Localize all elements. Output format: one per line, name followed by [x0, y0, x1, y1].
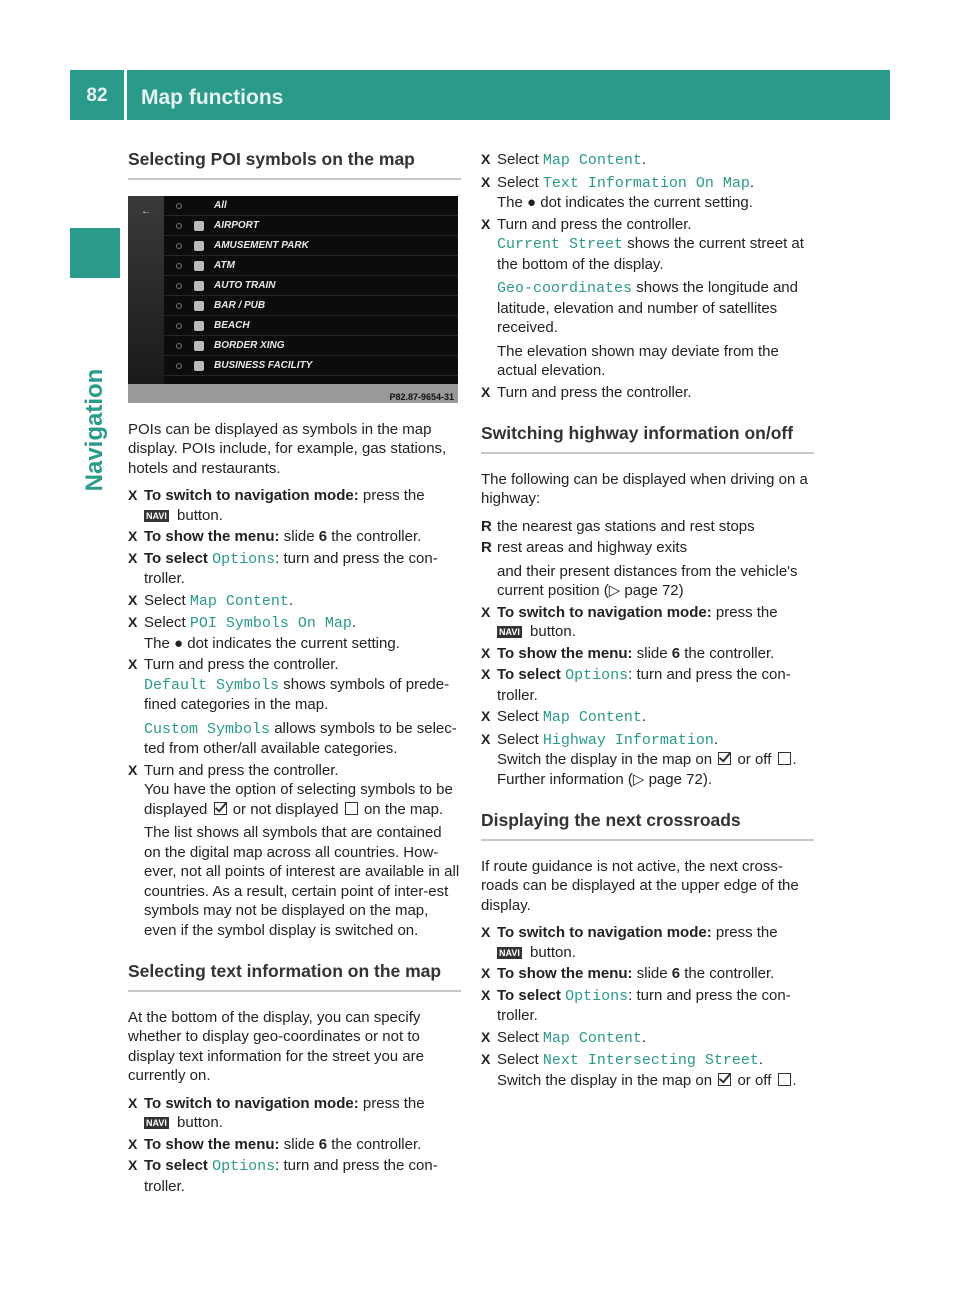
navi-button-icon: NAVI — [146, 510, 167, 521]
navi-button-icon: NAVI — [499, 947, 520, 958]
screenshot-list — [164, 196, 458, 384]
controller-slide-icon: 6 — [671, 644, 681, 662]
section-title-poi-symbols: Selecting POI symbols on the map — [128, 150, 461, 180]
arrow-icon: X — [128, 528, 138, 544]
checked-box-icon — [718, 1073, 731, 1086]
checked-box-icon — [214, 802, 227, 815]
navi-button-icon: NAVI — [146, 1118, 167, 1128]
step-show-menu: X To show the menu: slide 6 the controller. — [481, 644, 775, 662]
step-switch-nav: X To switch to navigation mode: press the NAVI button. — [128, 1094, 425, 1131]
arrow-icon: X — [128, 591, 138, 608]
radio-icon — [176, 343, 182, 349]
right-column — [481, 150, 814, 1092]
list-item: R rest areas and highway exits and their present distances from the vehicle's current position (▷ page 72) — [481, 539, 798, 599]
back-arrow-icon: ← — [141, 205, 151, 217]
step-select-map-content: X Select Map Content. — [481, 708, 647, 726]
step-switch-nav: X To switch to navigation mode: press the NAVI button. — [481, 603, 778, 640]
step-select-options: X To select Options: turn and press the con- troller. — [481, 986, 791, 1024]
step-select-poi-symbols: X Select POI Symbols On Map. The ● dot indicates the current setting. — [128, 614, 400, 652]
step-show-menu: X To show the menu: slide 6 the controller. — [481, 965, 775, 982]
section-title-text-info: Selecting text information on the map — [128, 962, 461, 992]
screenshot-row: BUSINESS FACILITY — [164, 356, 458, 376]
step-select-options: X To select Options: turn and press the con- troller. — [128, 1157, 438, 1195]
arrow-icon: X — [128, 1094, 138, 1111]
step-select-map-content: X Select Map Content. — [481, 151, 647, 169]
poi-list-screenshot — [128, 196, 458, 403]
bullet-icon: R — [481, 539, 492, 556]
beach-icon — [194, 321, 204, 331]
navi-button-icon: NAVI — [499, 627, 520, 637]
side-tab-block — [70, 228, 120, 278]
arrow-icon: X — [481, 1028, 491, 1045]
airport-icon — [194, 221, 204, 231]
text-info-intro: At the bottom of the display, you can specify whether to display geo-coordinates or not to display text information for the street you are currently on. — [128, 1008, 424, 1084]
auto-train-icon — [194, 281, 204, 291]
symbol-list-note: The list shows all symbols that are contained on the digital map across all countries. How-ever, not all points of interest are available in all countries. As a result, certain point of inter-est symbols may not be displayed on the map, even if the symbol display is switched on. — [144, 824, 460, 939]
arrow-icon: X — [128, 761, 138, 778]
step-select-options: X To select Options: turn and press the con- troller. — [128, 549, 438, 587]
arrow-icon: X — [481, 730, 491, 747]
radio-icon — [176, 323, 182, 329]
arrow-icon: X — [481, 644, 491, 661]
step-select-text-info: X Select Text Information On Map. The ● dot indicates the current setting. — [481, 173, 755, 211]
elevation-note: The elevation shown may deviate from the actual elevation. — [497, 342, 779, 379]
crossroads-intro: If route guidance is not active, the next cross-roads can be displayed at the upper edge of the display. — [481, 857, 799, 914]
dot-icon: ● — [174, 634, 184, 652]
unchecked-box-icon — [778, 1073, 791, 1086]
screenshot-row: BORDER XING — [164, 336, 458, 356]
list-item: R the nearest gas stations and rest stops — [481, 517, 755, 535]
screenshot-row: BAR / PUB — [164, 296, 458, 316]
section-title-highway: Switching highway information on/off — [481, 424, 814, 454]
business-facility-icon — [194, 361, 204, 371]
border-crossing-icon — [194, 341, 204, 351]
radio-icon — [176, 203, 182, 209]
radio-icon — [176, 243, 182, 249]
screenshot-row: AMUSEMENT PARK — [164, 236, 458, 256]
section-title-crossroads: Displaying the next crossroads — [481, 811, 814, 841]
step-turn-press-text-info: X Turn and press the controller. Current Street shows the current street at the bottom of the display. Geo-coordinates shows the longitude and latitude, elevation and number of satellites received. The elevation shown may deviate from the actual elevation. — [481, 215, 814, 381]
arrow-icon: X — [481, 708, 491, 724]
screenshot-row: BEACH — [164, 316, 458, 336]
step-select-next-street: X Select Next Intersecting Street. Switch the display in the map on or off . — [481, 1051, 797, 1089]
atm-icon — [194, 261, 204, 271]
arrow-icon: X — [481, 666, 491, 682]
dot-icon: ● — [527, 194, 537, 211]
arrow-icon: X — [481, 151, 491, 167]
arrow-icon: X — [128, 1157, 138, 1173]
left-column — [128, 150, 461, 1198]
radio-icon — [176, 303, 182, 309]
unchecked-box-icon — [345, 802, 358, 815]
step-select-map-content: X Select Map Content. — [481, 1028, 647, 1047]
step-select-highway-info: X Select Highway Information. Switch the display in the map on or off . Further information (▷ page 72). — [481, 730, 797, 788]
arrow-icon: X — [128, 614, 138, 630]
page-number: 82 — [86, 85, 108, 106]
arrow-icon: X — [128, 487, 138, 503]
bullet-icon: R — [481, 517, 492, 535]
arrow-icon: X — [481, 173, 491, 190]
step-show-menu: X To show the menu: slide 6 the controller. — [128, 528, 422, 545]
arrow-icon: X — [128, 1135, 138, 1152]
image-code: P82.87-9654-31 — [389, 391, 454, 402]
page-ref-arrow-icon: ▷ — [632, 770, 649, 788]
unchecked-box-icon — [778, 752, 791, 765]
step-switch-nav: X To switch to navigation mode: press the NAVI button. — [481, 924, 778, 961]
arrow-icon: X — [481, 1051, 491, 1067]
poi-intro: POIs can be displayed as symbols in the map display. POIs include, for example, gas stations, hotels and restaurants. — [128, 420, 447, 477]
step-select-map-content: X Select Map Content. — [128, 591, 294, 610]
checked-box-icon — [718, 752, 731, 765]
side-tab-label: Navigation — [81, 368, 108, 492]
arrow-icon: X — [481, 215, 491, 232]
arrow-icon: X — [481, 603, 491, 620]
page-ref-arrow-icon: ▷ — [608, 582, 625, 599]
screenshot-row: AIRPORT — [164, 216, 458, 236]
bar-icon — [194, 301, 204, 311]
arrow-icon: X — [128, 549, 138, 566]
radio-icon — [176, 263, 182, 269]
controller-slide-icon: 6 — [671, 965, 681, 982]
controller-slide-icon: 6 — [318, 1135, 328, 1153]
radio-icon — [176, 283, 182, 289]
step-show-menu: X To show the menu: slide 6 the controller. — [128, 1135, 422, 1153]
step-switch-nav: X To switch to navigation mode: press the NAVI button. — [128, 487, 425, 524]
controller-slide-icon: 6 — [318, 528, 328, 545]
header-separator — [124, 70, 127, 120]
step-turn-press-1: X Turn and press the controller. Default Symbols shows symbols of prede-fined categories in the map. Custom Symbols allows symbols to be selec-ted from other/all available categories. — [128, 656, 457, 757]
screenshot-row: ATM — [164, 256, 458, 276]
arrow-icon: X — [481, 986, 491, 1003]
arrow-icon: X — [128, 656, 138, 672]
step-turn-press-final: X Turn and press the controller. — [481, 383, 692, 401]
step-turn-press-2: X Turn and press the controller. You have the option of selecting symbols to be displayed or not displayed on the map. The list shows all symbols that are contained on the digital map across all countries. How-ever, not all points of interest are available in all countries. As a result, certain point of inter-est symbols may not be displayed on the map, even if the symbol display is switched on. — [128, 761, 460, 939]
arrow-icon: X — [481, 965, 491, 981]
arrow-icon: X — [481, 383, 491, 400]
page-title: Map functions — [141, 86, 284, 109]
screenshot-row: All — [164, 196, 458, 216]
screenshot-sidebar — [128, 196, 164, 384]
radio-icon — [176, 363, 182, 369]
arrow-icon: X — [481, 924, 491, 940]
amusement-park-icon — [194, 241, 204, 251]
highway-intro: The following can be displayed when driving on a highway: — [481, 470, 808, 507]
screenshot-row: AUTO TRAIN — [164, 276, 458, 296]
radio-icon — [176, 223, 182, 229]
step-select-options: X To select Options: turn and press the con- troller. — [481, 666, 791, 704]
